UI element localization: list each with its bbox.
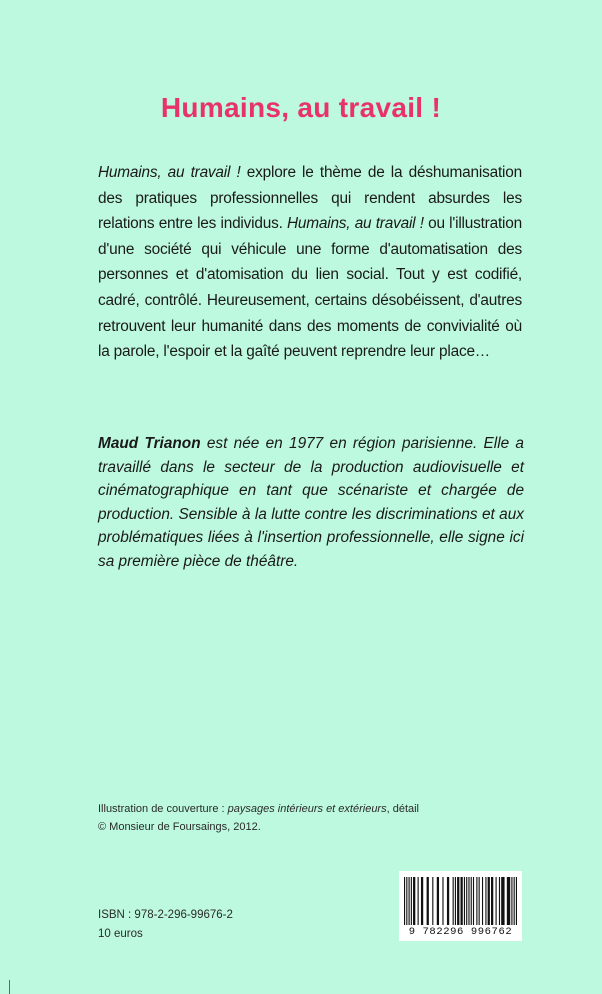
barcode-bar — [468, 877, 469, 925]
barcode-bar — [485, 877, 486, 925]
barcode-bar — [516, 877, 517, 925]
credit-work: paysages intérieurs et extérieurs — [227, 803, 387, 815]
barcode-bar — [404, 877, 405, 925]
barcode-bar — [466, 877, 467, 925]
barcode-bar — [514, 877, 515, 925]
barcode-bar — [418, 877, 419, 925]
blurb-text: ou l'illustration d'une société qui véhicule une forme d'automatisation des personnes et d'atomisation du lien social. Tout y est codifié, cadré, contrôlé. Heureusement, certains désobéissent, d'autres retrouvent leur humanité dans des moments de convivialité où la parole, l'espoir et la gaîté peuvent reprendre leur place… — [98, 215, 522, 361]
barcode-bar — [461, 877, 463, 925]
credit-suffix: , détail — [386, 803, 420, 815]
barcode-bar — [476, 877, 477, 925]
credit-prefix: Illustration de couverture : — [98, 803, 228, 815]
author-bio-text: est née en 1977 en région parisienne. Elle a travaillé dans le secteur de la production audiovisuelle et cinématographique en tant que scénariste et chargée de production. Sensible à la lutte contre les discriminations et aux problématiques liées à l'insertion professionnelle, elle signe ici sa première pièce de théâtre. — [98, 435, 524, 570]
barcode-bar — [479, 877, 480, 925]
credit-copyright: © Monsieur de Foursaings, 2012. — [98, 821, 261, 833]
barcode-bar — [455, 877, 456, 925]
barcode-bars — [404, 877, 517, 925]
barcode-bar — [507, 877, 510, 925]
isbn: ISBN : 978-2-296-99676-2 — [98, 909, 233, 921]
blurb-title-ref: Humains, au travail ! — [98, 164, 241, 181]
barcode-bar — [473, 877, 474, 925]
book-title: Humains, au travail ! — [160, 92, 442, 123]
barcode-bar — [471, 877, 472, 925]
barcode-bar — [501, 877, 504, 925]
barcode-bar — [457, 877, 459, 925]
edge-mark — [9, 980, 10, 994]
barcode-bar — [511, 877, 512, 925]
barcode-bar — [432, 877, 433, 925]
barcode-bar — [409, 877, 410, 925]
barcode-bar — [406, 877, 407, 925]
book-blurb — [98, 160, 522, 365]
barcode-digits: 9 782296 996762 — [408, 926, 513, 938]
barcode-bar — [427, 877, 429, 925]
barcode-bar — [482, 877, 483, 925]
blurb-title-ref: Humains, au travail ! — [286, 215, 424, 233]
blurb-text: explore le thème de la déshumanisation des pratiques professionnelles qui rendent absurdes les relations entre les individus. — [98, 164, 522, 233]
barcode-bar — [421, 877, 423, 925]
barcode-bar — [447, 877, 449, 925]
barcode-bar — [453, 877, 454, 925]
barcode-bar — [437, 877, 439, 925]
barcode-bar — [491, 877, 493, 925]
barcode-bar — [488, 877, 490, 925]
isbn-price-block — [98, 906, 233, 944]
author-bio — [98, 432, 524, 573]
barcode-bar — [496, 877, 497, 925]
barcode-bar — [413, 877, 415, 925]
author-name: Maud Trianon — [98, 435, 201, 452]
barcode-bar — [411, 877, 412, 925]
barcode — [399, 871, 522, 941]
barcode-bar — [499, 877, 500, 925]
barcode-bar — [442, 877, 443, 925]
barcode-bar — [464, 877, 465, 925]
price: 10 euros — [98, 928, 143, 940]
cover-credit — [98, 800, 522, 836]
